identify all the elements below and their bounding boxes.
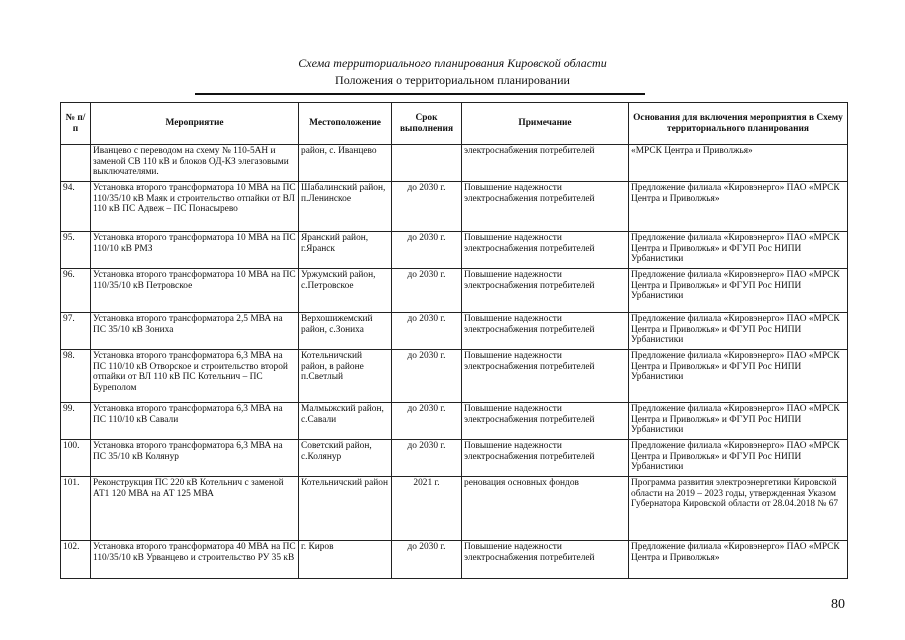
table-row bbox=[61, 269, 848, 313]
table-header-row bbox=[61, 103, 848, 145]
table-row bbox=[61, 403, 848, 440]
row-basis: Предложение филиала «Кировэнерго» ПАО «МРСК Центра и Приволжья» и ФГУП Рос НИПИ Урбанистики bbox=[629, 269, 848, 313]
row-basis: Предложение филиала «Кировэнерго» ПАО «МРСК Центра и Приволжья» и ФГУП Рос НИПИ Урбанистики bbox=[629, 313, 848, 350]
row-location: г. Киров bbox=[299, 541, 392, 579]
row-event: Установка второго трансформатора 2,5 МВА на ПС 35/10 кВ Зониха bbox=[91, 313, 299, 350]
row-location: Яранский район, г.Яранск bbox=[299, 232, 392, 269]
table-row bbox=[61, 232, 848, 269]
document-header-title: Схема территориального планирования Кировской области bbox=[298, 56, 607, 70]
row-location: район, с. Иванцево bbox=[299, 145, 392, 182]
table-row bbox=[61, 541, 848, 579]
row-term: до 2030 г. bbox=[392, 541, 462, 579]
document-header-subtitle: Положения о территориальном планировании bbox=[335, 73, 570, 87]
table-row bbox=[61, 145, 848, 182]
row-term: до 2030 г. bbox=[392, 313, 462, 350]
row-basis: Предложение филиала «Кировэнерго» ПАО «МРСК Центра и Приволжья» bbox=[629, 182, 848, 232]
row-term: до 2030 г. bbox=[392, 403, 462, 440]
row-event: Реконструкция ПС 220 кВ Котельнич с заменой АТ1 120 МВА на АТ 125 МВА bbox=[91, 477, 299, 541]
row-number: 96. bbox=[61, 269, 91, 313]
row-event: Установка второго трансформатора 10 МВА на ПС 110/35/10 кВ Петровское bbox=[91, 269, 299, 313]
row-term bbox=[392, 145, 462, 182]
row-term: до 2030 г. bbox=[392, 182, 462, 232]
row-note: Повышение надежности электроснабжения потребителей bbox=[462, 403, 629, 440]
row-location: Котельничский район, в районе п.Светлый bbox=[299, 350, 392, 403]
row-term: до 2030 г. bbox=[392, 440, 462, 477]
row-note: Повышение надежности электроснабжения потребителей bbox=[462, 541, 629, 579]
row-location: Советский район, с.Колянур bbox=[299, 440, 392, 477]
row-number: 100. bbox=[61, 440, 91, 477]
row-basis: Предложение филиала «Кировэнерго» ПАО «МРСК Центра и Приволжья» и ФГУП Рос НИПИ Урбанистики bbox=[629, 403, 848, 440]
row-basis: Предложение филиала «Кировэнерго» ПАО «МРСК Центра и Приволжья» и ФГУП Рос НИПИ Урбанистики bbox=[629, 440, 848, 477]
column-header-location: Местоположение bbox=[299, 103, 392, 145]
row-number: 102. bbox=[61, 541, 91, 579]
row-note: Повышение надежности электроснабжения потребителей bbox=[462, 182, 629, 232]
row-event: Установка второго трансформатора 6,3 МВА на ПС 35/10 кВ Колянур bbox=[91, 440, 299, 477]
table-row bbox=[61, 477, 848, 541]
row-location: Уржумский район, с.Петровское bbox=[299, 269, 392, 313]
column-header-event: Мероприятие bbox=[91, 103, 299, 145]
row-note: реновация основных фондов bbox=[462, 477, 629, 541]
row-event: Установка второго трансформатора 10 МВА на ПС 110/35/10 кВ Маяк и строительство отпайки от ВЛ 110 кВ ПС Адвеж – ПС Понасырево bbox=[91, 182, 299, 232]
row-term: до 2030 г. bbox=[392, 269, 462, 313]
table-row bbox=[61, 440, 848, 477]
row-location: Котельничский район bbox=[299, 477, 392, 541]
row-number bbox=[61, 145, 91, 182]
row-location: Шабалинский район, п.Ленинское bbox=[299, 182, 392, 232]
column-header-number: № п/п bbox=[61, 103, 91, 145]
row-number: 97. bbox=[61, 313, 91, 350]
column-header-basis: Основания для включения мероприятия в Схему территориального планирования bbox=[629, 103, 848, 145]
row-basis: Предложение филиала «Кировэнерго» ПАО «МРСК Центра и Приволжья» и ФГУП Рос НИПИ Урбанистики bbox=[629, 232, 848, 269]
row-note: Повышение надежности электроснабжения потребителей bbox=[462, 313, 629, 350]
row-number: 94. bbox=[61, 182, 91, 232]
row-location: Верхошижемский район, с.Зониха bbox=[299, 313, 392, 350]
row-note: Повышение надежности электроснабжения потребителей bbox=[462, 232, 629, 269]
row-note: Повышение надежности электроснабжения потребителей bbox=[462, 350, 629, 403]
table-row bbox=[61, 182, 848, 232]
header-divider bbox=[195, 93, 645, 95]
row-term: до 2030 г. bbox=[392, 350, 462, 403]
table-body bbox=[61, 145, 848, 579]
row-event: Установка второго трансформатора 10 МВА на ПС 110/10 кВ РМЗ bbox=[91, 232, 299, 269]
row-basis: Программа развития электроэнергетики Кировской области на 2019 – 2023 годы, утвержденная Указом Губернатора Кировской области от 28.04.2018 № 67 bbox=[629, 477, 848, 541]
row-note: электроснабжения потребителей bbox=[462, 145, 629, 182]
row-event: Установка второго трансформатора 40 МВА на ПС 110/35/10 кВ Урванцево и строительство РУ 35 кВ bbox=[91, 541, 299, 579]
table-row bbox=[61, 313, 848, 350]
row-number: 95. bbox=[61, 232, 91, 269]
row-basis: «МРСК Центра и Приволжья» bbox=[629, 145, 848, 182]
row-location: Малмыжский район, с.Савали bbox=[299, 403, 392, 440]
column-header-note: Примечание bbox=[462, 103, 629, 145]
row-term: до 2030 г. bbox=[392, 232, 462, 269]
row-term: 2021 г. bbox=[392, 477, 462, 541]
row-note: Повышение надежности электроснабжения потребителей bbox=[462, 269, 629, 313]
row-basis: Предложение филиала «Кировэнерго» ПАО «МРСК Центра и Приволжья» bbox=[629, 541, 848, 579]
table-row bbox=[61, 350, 848, 403]
row-number: 101. bbox=[61, 477, 91, 541]
row-number: 99. bbox=[61, 403, 91, 440]
row-event: Установка второго трансформатора 6,3 МВА на ПС 110/10 кВ Савали bbox=[91, 403, 299, 440]
row-number: 98. bbox=[61, 350, 91, 403]
row-event: Иванцево с переводом на схему № 110-5АН и заменой СВ 110 кВ и блоков ОД-КЗ элегазовыми выключателями. bbox=[91, 145, 299, 182]
measures-table bbox=[60, 102, 848, 579]
row-basis: Предложение филиала «Кировэнерго» ПАО «МРСК Центра и Приволжья» и ФГУП Рос НИПИ Урбанистики bbox=[629, 350, 848, 403]
page-number: 80 bbox=[831, 597, 845, 612]
column-header-term: Срок выполнения bbox=[392, 103, 462, 145]
row-event: Установка второго трансформатора 6,3 МВА на ПС 110/10 кВ Отворское и строительство второй отпайки от ВЛ 110 кВ ПС Котельнич – ПС Буреполом bbox=[91, 350, 299, 403]
row-note: Повышение надежности электроснабжения потребителей bbox=[462, 440, 629, 477]
